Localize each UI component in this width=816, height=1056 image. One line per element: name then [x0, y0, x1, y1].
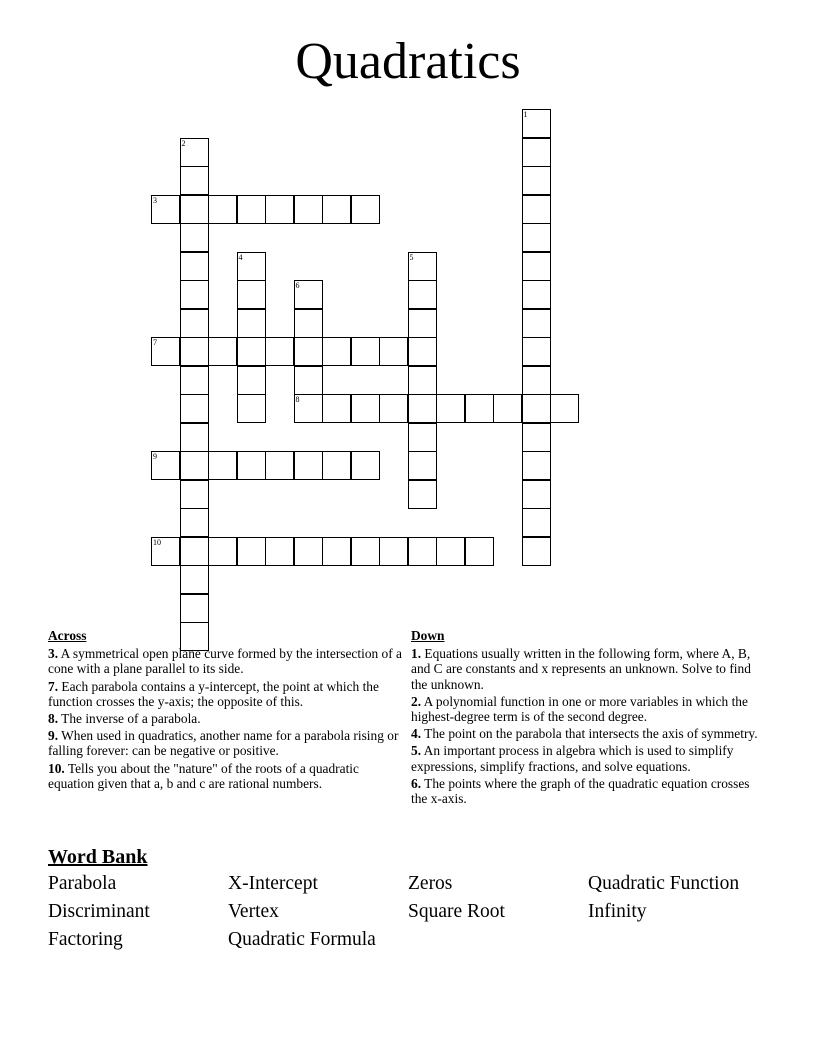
crossword-cell[interactable]	[436, 394, 465, 423]
crossword-cell[interactable]	[237, 309, 266, 338]
page-title: Quadratics	[295, 33, 521, 90]
crossword-cell[interactable]	[180, 594, 209, 623]
crossword-cell[interactable]	[379, 537, 408, 566]
crossword-cell[interactable]	[237, 337, 266, 366]
word-bank-item: Factoring	[48, 929, 123, 950]
clue-text: A polynomial function in one or more variables in which the highest-degree term is of the second degree.	[411, 693, 748, 725]
clue-text: The points where the graph of the quadratic equation crosses the x-axis.	[411, 775, 750, 807]
clue-number: 7.	[48, 678, 59, 694]
crossword-cell[interactable]	[351, 537, 380, 566]
crossword-cell[interactable]	[436, 537, 465, 566]
word-bank-item: Quadratic Formula	[228, 929, 376, 950]
clue-down-6	[411, 776, 766, 806]
crossword-cell[interactable]	[237, 451, 266, 480]
down-heading: Down	[411, 628, 445, 643]
clue-text: A symmetrical open plane curve formed by the intersection of a cone with a plane parallel to its side.	[48, 646, 402, 677]
crossword-cell[interactable]	[180, 423, 209, 452]
crossword-cell[interactable]	[522, 423, 551, 452]
clue-number: 3.	[48, 646, 59, 662]
crossword-cell[interactable]	[180, 138, 209, 167]
crossword-cell[interactable]	[522, 480, 551, 509]
word-bank-heading: Word Bank	[48, 846, 148, 868]
crossword-cell[interactable]	[151, 337, 180, 366]
clue-number: 4.	[411, 726, 422, 742]
crossword-cell[interactable]	[408, 537, 437, 566]
crossword-cell[interactable]	[522, 309, 551, 338]
crossword-cell[interactable]	[408, 337, 437, 366]
crossword-cell[interactable]	[522, 252, 551, 281]
crossword-cell[interactable]	[151, 451, 180, 480]
cell-number: 8	[295, 395, 300, 404]
crossword-cell[interactable]	[180, 394, 209, 423]
cell-number: 6	[295, 281, 300, 290]
clue-across-3	[48, 646, 403, 676]
clue-text: Equations usually written in the following form, where A, B, and C are constants and x represents an unknown. Solve to find the unknown.	[411, 646, 751, 692]
crossword-cell[interactable]	[180, 280, 209, 309]
crossword-cell[interactable]	[208, 451, 237, 480]
clue-text: An important process in algebra which is used to simplify expressions, simplify fractions, and solve equations.	[411, 743, 734, 774]
cell-number: 7	[153, 338, 157, 347]
crossword-cell[interactable]	[493, 394, 522, 423]
cell-number: 1	[523, 110, 528, 119]
crossword-cell[interactable]	[208, 537, 237, 566]
crossword-cell[interactable]	[180, 451, 209, 480]
crossword-cell[interactable]	[522, 195, 551, 224]
clue-down-2	[411, 694, 766, 724]
crossword-cell[interactable]	[265, 451, 294, 480]
crossword-cell[interactable]	[351, 451, 380, 480]
crossword-cell[interactable]	[465, 394, 494, 423]
crossword-cell[interactable]	[151, 537, 180, 566]
word-bank	[48, 872, 788, 952]
crossword-cell[interactable]	[180, 223, 209, 252]
crossword-cell[interactable]	[180, 252, 209, 281]
crossword-cell[interactable]	[237, 366, 266, 395]
crossword-cell[interactable]	[180, 309, 209, 338]
crossword-cell[interactable]	[294, 309, 323, 338]
crossword-cell[interactable]	[522, 366, 551, 395]
crossword-cell[interactable]	[180, 480, 209, 509]
clue-down-4	[411, 726, 766, 741]
word-bank-item: Quadratic Function	[588, 873, 740, 894]
crossword-cell[interactable]	[408, 423, 437, 452]
clue-text: The point on the parabola that intersects the axis of symmetry.	[424, 726, 758, 742]
crossword-cell[interactable]	[237, 252, 266, 281]
crossword-cell[interactable]	[408, 451, 437, 480]
cell-number: 3	[153, 195, 157, 205]
crossword-cell[interactable]	[180, 537, 209, 566]
crossword-cell[interactable]	[522, 537, 551, 566]
clue-down-1	[411, 646, 766, 692]
crossword-cell[interactable]	[294, 537, 323, 566]
crossword-cell[interactable]	[265, 537, 294, 566]
clue-number: 9.	[48, 728, 59, 744]
cell-number: 9	[153, 452, 157, 461]
crossword-cell[interactable]	[408, 394, 437, 423]
clue-number: 8.	[48, 711, 59, 727]
cell-number: 10	[153, 537, 161, 547]
word-bank-item: Parabola	[48, 873, 117, 894]
word-bank-item: Zeros	[408, 873, 453, 894]
crossword-cell[interactable]	[522, 280, 551, 309]
clue-text: The inverse of a parabola.	[61, 711, 201, 727]
clue-number: 10.	[48, 760, 65, 776]
crossword-cell[interactable]	[379, 337, 408, 366]
crossword-cell[interactable]	[408, 366, 437, 395]
across-heading: Across	[48, 628, 87, 643]
crossword-cell[interactable]	[180, 337, 209, 366]
crossword-cell[interactable]	[408, 480, 437, 509]
crossword-cell[interactable]	[465, 537, 494, 566]
crossword-cell[interactable]	[294, 337, 323, 366]
crossword-cell[interactable]	[180, 366, 209, 395]
clue-text: Each parabola contains a y-intercept, the point at which the function crosses the y-axis; the opposite of this.	[48, 678, 379, 709]
crossword-cell[interactable]	[208, 195, 237, 224]
crossword-cell[interactable]	[522, 109, 551, 138]
clue-number: 5.	[411, 743, 422, 759]
clue-text: When used in quadratics, another name for a parabola rising or falling forever: can be negative or positive.	[48, 728, 399, 759]
word-bank-item: Square Root	[408, 901, 505, 922]
crossword-cell[interactable]	[180, 565, 209, 594]
crossword-cell[interactable]	[408, 252, 437, 281]
crossword-cell[interactable]	[522, 394, 551, 423]
crossword-cell[interactable]	[237, 195, 266, 224]
crossword-cell[interactable]	[322, 537, 351, 566]
crossword-cell[interactable]	[351, 337, 380, 366]
clue-number: 6.	[411, 775, 422, 791]
crossword-cell[interactable]	[151, 195, 180, 224]
crossword-cell[interactable]	[180, 508, 209, 537]
across-clues	[48, 628, 403, 793]
crossword-cell[interactable]	[351, 394, 380, 423]
crossword-cell[interactable]	[322, 451, 351, 480]
clue-across-10	[48, 761, 403, 791]
clue-text: Tells you about the "nature" of the roots of a quadratic equation given that a, b and c are rational numbers.	[48, 760, 359, 791]
clue-number: 2.	[411, 693, 422, 709]
crossword-cell[interactable]	[522, 508, 551, 537]
clue-across-9	[48, 728, 403, 758]
crossword-cell[interactable]	[294, 394, 323, 423]
crossword-cell[interactable]	[322, 337, 351, 366]
crossword-cell[interactable]	[265, 337, 294, 366]
crossword-cell[interactable]	[408, 309, 437, 338]
crossword-cell[interactable]	[294, 366, 323, 395]
crossword-cell[interactable]	[379, 394, 408, 423]
crossword-cell[interactable]	[208, 337, 237, 366]
crossword-cell[interactable]	[522, 451, 551, 480]
clue-number: 1.	[411, 646, 422, 662]
crossword-cell[interactable]	[522, 337, 551, 366]
word-bank-item: Vertex	[228, 901, 279, 922]
clue-across-7	[48, 679, 403, 709]
crossword-cell[interactable]	[322, 394, 351, 423]
crossword-cell[interactable]	[522, 138, 551, 167]
clue-across-8	[48, 711, 403, 726]
crossword-cell[interactable]	[294, 195, 323, 224]
clue-down-5	[411, 743, 766, 773]
crossword-cell[interactable]	[322, 195, 351, 224]
crossword-cell[interactable]	[237, 280, 266, 309]
crossword-cell[interactable]	[294, 280, 323, 309]
crossword-cell[interactable]	[550, 394, 579, 423]
crossword-cell[interactable]	[237, 537, 266, 566]
crossword-cell[interactable]	[180, 166, 209, 195]
crossword-cell[interactable]	[522, 166, 551, 195]
word-bank-item: Discriminant	[48, 901, 150, 922]
crossword-cell[interactable]	[351, 195, 380, 224]
crossword-cell[interactable]	[237, 394, 266, 423]
crossword-cell[interactable]	[294, 451, 323, 480]
crossword-cell[interactable]	[408, 280, 437, 309]
crossword-cell[interactable]	[180, 195, 209, 224]
cell-number: 2	[181, 138, 186, 148]
word-bank-item: Infinity	[588, 901, 647, 922]
cell-number: 4	[238, 252, 243, 262]
crossword-cell[interactable]	[265, 195, 294, 224]
crossword-cell[interactable]	[522, 223, 551, 252]
cell-number: 5	[409, 252, 414, 262]
word-bank-item: X-Intercept	[228, 873, 318, 894]
down-clues	[411, 628, 766, 808]
